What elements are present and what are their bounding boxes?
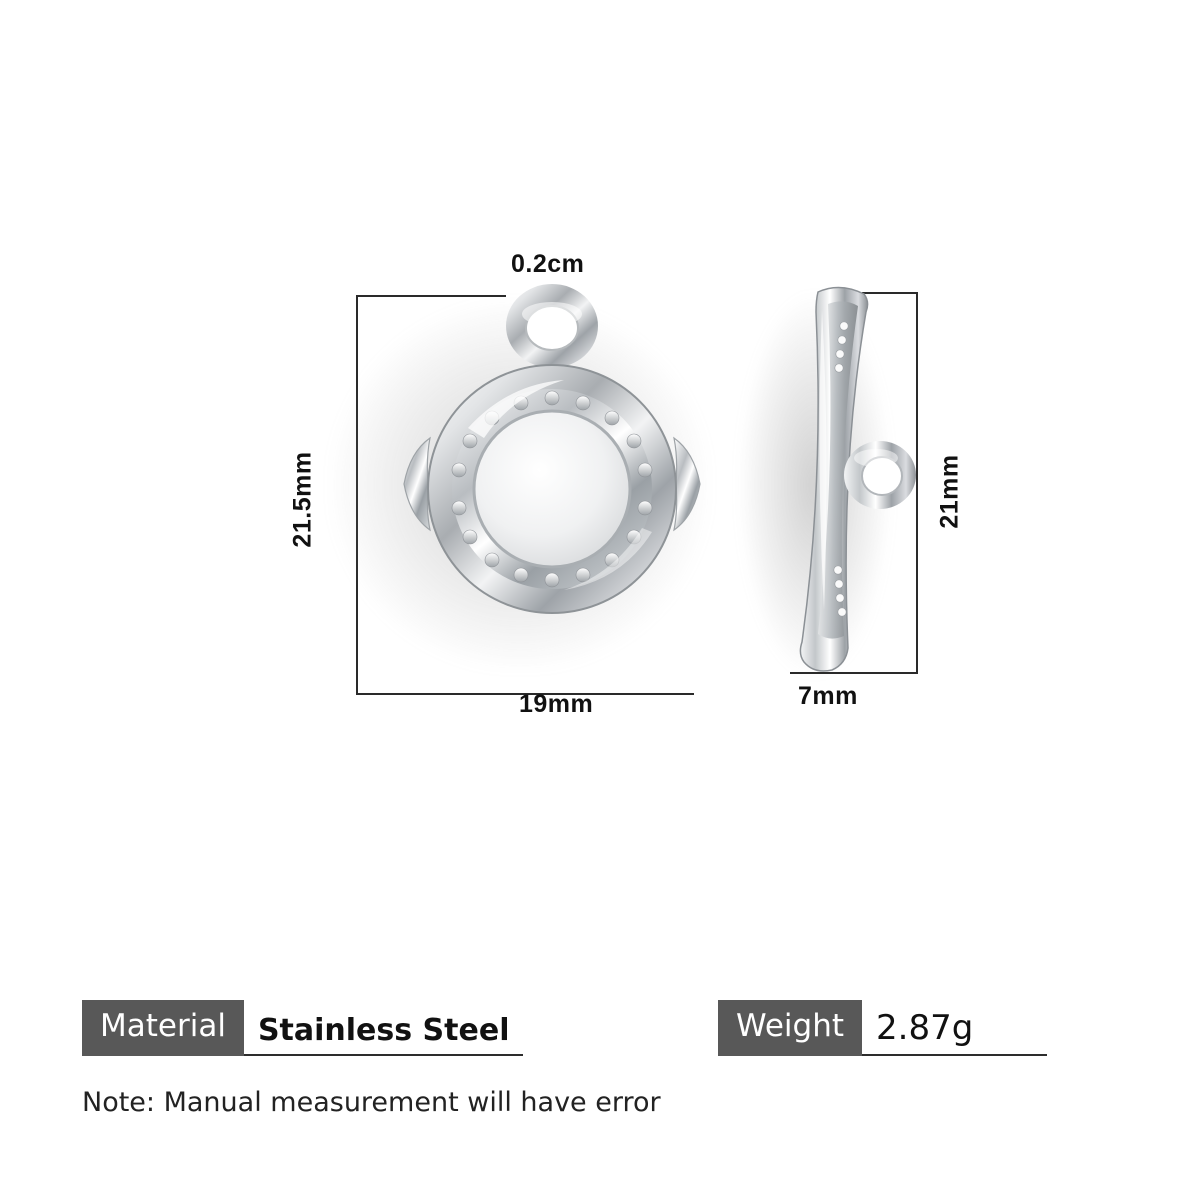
weight-value: 2.87g [876,1007,974,1048]
material-label: Material [82,1000,244,1056]
ring-height-dimension-label: 21.5mm [288,451,317,548]
bar-height-dimension-label: 21mm [935,454,964,529]
measurement-note: Note: Manual measurement will have error [82,1087,661,1118]
toggle-bar-component [752,270,942,690]
weight-underline [862,1054,1047,1056]
material-value: Stainless Steel [257,1012,510,1048]
weight-label: Weight [718,1000,862,1056]
material-underline [244,1054,524,1056]
hole-dimension-label: 0.2cm [511,250,585,278]
specification-strip [0,960,1200,1200]
material-value-wrap [244,1000,524,1056]
weight-value-wrap [862,1000,1047,1056]
material-spec-block [82,1000,523,1056]
ring-width-dimension-label: 19mm [519,690,594,718]
toggle-ring-component [352,278,752,678]
weight-spec-block [718,1000,1047,1056]
bar-width-dimension-label: 7mm [798,682,858,710]
